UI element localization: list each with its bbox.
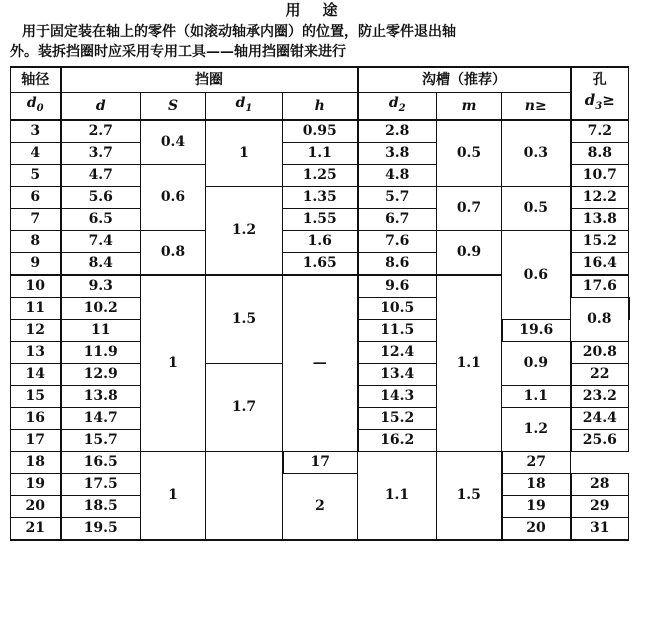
cell-n: 1.5 — [437, 451, 502, 540]
cell-d2: 5.7 — [358, 186, 437, 208]
cell-d2: 3.8 — [358, 142, 437, 164]
header-shaft: 轴径 — [11, 67, 61, 93]
cell-d0: 10 — [11, 275, 61, 298]
cell-d3: 24.4 — [571, 407, 629, 429]
cell-d2: 16.2 — [358, 429, 437, 451]
table-row — [11, 186, 629, 208]
cell-d1: 1 — [206, 120, 283, 187]
cell-n: 0.3 — [502, 120, 571, 187]
header-hole — [571, 67, 629, 120]
cell-m: 0.9 — [437, 230, 502, 275]
cell-d2: 12.4 — [358, 341, 437, 363]
cell-h: 0.95 — [283, 120, 358, 143]
cell-d: 10.2 — [61, 297, 141, 319]
cell-S: 0.8 — [141, 230, 206, 275]
cell-d3: 16.4 — [571, 252, 629, 275]
cell-d0: 16 — [11, 407, 61, 429]
cell-m: 0.5 — [437, 120, 502, 187]
cell-d: 9.3 — [61, 275, 141, 298]
cell-d0: 17 — [11, 429, 61, 451]
header-n: n≥ — [502, 93, 571, 120]
cell-m: 1.1 — [437, 275, 502, 452]
cell-n: 0.5 — [502, 186, 571, 230]
cell-h-blank — [206, 451, 283, 540]
cell-d: 2.7 — [61, 120, 141, 143]
cell-d3: 15.2 — [571, 230, 629, 252]
cell-d2: 7.6 — [358, 230, 437, 252]
cell-d0: 18 — [11, 451, 61, 473]
header-h: h — [283, 93, 358, 120]
header-d3-sub: 3 — [595, 100, 603, 112]
cell-d1: 1.2 — [206, 186, 283, 275]
cell-m: 1.1 — [358, 451, 437, 540]
cell-d0: 8 — [11, 230, 61, 252]
header-d0-symbol: d — [26, 95, 37, 111]
header-d0-sub: 0 — [36, 102, 44, 114]
table-row — [11, 451, 629, 473]
cell-d3: 20.8 — [571, 341, 629, 363]
page-heading: 用途 — [285, 1, 360, 19]
cell-n: 0.6 — [502, 230, 571, 319]
cell-d: 3.7 — [61, 142, 141, 164]
cell-d0: 5 — [11, 164, 61, 186]
cell-d3: 13.8 — [571, 208, 629, 230]
retaining-ring-spec-table — [10, 66, 629, 541]
header-d0 — [11, 93, 61, 120]
cell-d0: 12 — [11, 319, 61, 341]
cell-d0: 6 — [11, 186, 61, 208]
intro-text — [10, 22, 630, 62]
table-row — [11, 473, 629, 495]
cell-d2: 11.5 — [358, 319, 437, 341]
cell-n: 0.8 — [571, 297, 629, 341]
cell-d2: 13.4 — [358, 363, 437, 385]
header-d3 — [572, 90, 629, 117]
header-m: m — [437, 93, 502, 120]
cell-d: 11 — [61, 319, 141, 341]
cell-d: 14.7 — [61, 407, 141, 429]
cell-S: 0.4 — [141, 120, 206, 165]
cell-d2: 17 — [283, 451, 358, 473]
cell-h: 1.6 — [283, 230, 358, 252]
cell-d0: 21 — [11, 517, 61, 540]
cell-d: 4.7 — [61, 164, 141, 186]
cell-d: 17.5 — [61, 473, 141, 495]
cell-d: 12.9 — [61, 363, 141, 385]
cell-h-dash: — — [283, 275, 358, 452]
cell-d2: 19 — [502, 495, 571, 517]
cell-h: 1.25 — [283, 164, 358, 186]
cell-d0: 7 — [11, 208, 61, 230]
cell-d1: 2 — [283, 473, 358, 540]
cell-d: 16.5 — [61, 451, 141, 473]
header-S: S — [141, 93, 206, 120]
cell-d3: 12.2 — [571, 186, 629, 208]
cell-d: 5.6 — [61, 186, 141, 208]
cell-d3: 25.6 — [571, 429, 629, 451]
cell-S: 0.6 — [141, 164, 206, 230]
cell-d0: 15 — [11, 385, 61, 407]
cell-d: 8.4 — [61, 252, 141, 275]
cell-d2: 14.3 — [358, 385, 437, 407]
cell-d0: 11 — [11, 297, 61, 319]
cell-d: 13.8 — [61, 385, 141, 407]
cell-d: 18.5 — [61, 495, 141, 517]
header-d3-ge: ≥ — [602, 90, 615, 109]
cell-d: 7.4 — [61, 230, 141, 252]
header-ring: 挡圈 — [61, 67, 358, 93]
cell-d0: 19 — [11, 473, 61, 495]
intro-line-1: 用于固定装在轴上的零件（如滚动轴承内圈）的位置，防止零件退出轴 — [22, 24, 456, 40]
cell-d: 15.7 — [61, 429, 141, 451]
header-hole-label: 孔 — [592, 71, 607, 88]
cell-n: 1.1 — [502, 385, 571, 407]
cell-d2: 15.2 — [358, 407, 437, 429]
header-groove: 沟槽（推荐） — [358, 67, 571, 93]
header-d2-sub: 2 — [398, 102, 406, 114]
cell-d3: 17.6 — [571, 275, 629, 298]
cell-d: 19.5 — [61, 517, 141, 540]
cell-d2: 20 — [502, 517, 571, 540]
header-d1 — [206, 93, 283, 120]
intro-line-2: 外。装拆挡圈时应采用专用工具——轴用挡圈钳来进行 — [10, 44, 346, 60]
cell-d1: 1.5 — [206, 275, 283, 364]
cell-S: 1 — [141, 275, 206, 452]
cell-d3: 28 — [571, 473, 629, 495]
cell-d3: 22 — [571, 363, 629, 385]
cell-d: 11.9 — [61, 341, 141, 363]
header-d: d — [61, 93, 141, 120]
cell-d: 6.5 — [61, 208, 141, 230]
cell-d3: 19.6 — [502, 319, 571, 341]
cell-d2: 6.7 — [358, 208, 437, 230]
cell-n: 1.2 — [502, 407, 571, 451]
cell-n: 0.9 — [502, 341, 571, 385]
cell-d3: 31 — [571, 517, 629, 540]
cell-d0: 4 — [11, 142, 61, 164]
cell-h: 1.55 — [283, 208, 358, 230]
cell-h: 1.35 — [283, 186, 358, 208]
table-row — [11, 120, 629, 143]
cell-d0: 3 — [11, 120, 61, 143]
header-d2 — [358, 93, 437, 120]
cell-d3: 10.7 — [571, 164, 629, 186]
header-d2-symbol: d — [388, 95, 399, 111]
cell-d1: 1.7 — [206, 363, 283, 451]
cell-d2: 2.8 — [358, 120, 437, 143]
cell-d3: 29 — [571, 495, 629, 517]
cell-h: 1.1 — [283, 142, 358, 164]
cell-d2: 4.8 — [358, 164, 437, 186]
cell-d3: 23.2 — [571, 385, 629, 407]
cell-d2: 9.6 — [358, 275, 437, 298]
cell-h: 1.65 — [283, 252, 358, 275]
cell-S: 1 — [141, 451, 206, 540]
cell-d0: 20 — [11, 495, 61, 517]
cell-d2: 8.6 — [358, 252, 437, 275]
cell-d2: 10.5 — [358, 297, 437, 319]
header-d3-symbol: d — [584, 90, 596, 109]
cell-d3: 27 — [502, 451, 571, 473]
cell-d2: 18 — [502, 473, 571, 495]
cell-d0: 9 — [11, 252, 61, 275]
cell-d3: 8.8 — [571, 142, 629, 164]
header-d1-sub: 1 — [245, 102, 253, 114]
cell-m: 0.7 — [437, 186, 502, 230]
cell-d0: 13 — [11, 341, 61, 363]
cell-d0: 14 — [11, 363, 61, 385]
table-row — [11, 230, 629, 252]
header-d1-symbol: d — [235, 95, 246, 111]
cell-d3: 7.2 — [571, 120, 629, 143]
